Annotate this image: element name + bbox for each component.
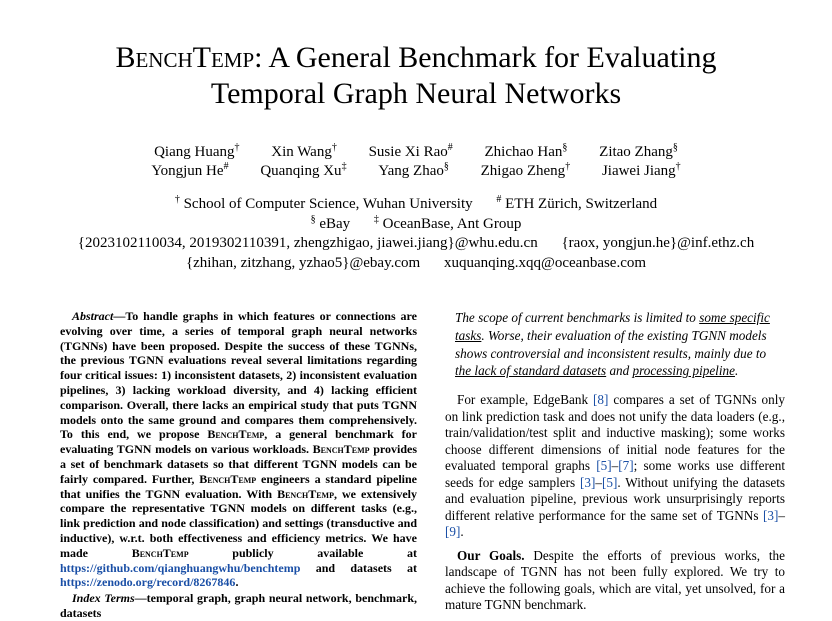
author: Susie Xi Rao# [368, 142, 453, 160]
author: Zhichao Han§ [484, 142, 568, 160]
author-row-1 [60, 143, 772, 162]
citation-7[interactable]: [7] [618, 458, 634, 474]
citation-3[interactable]: [3] [763, 507, 779, 523]
paragraph-our-goals: Our Goals. Despite the efforts of previous works, the landscape of TGNN has not been fully explored. We try to achieve the following goals, which are vital, yet unsolved, for a mature TGNN benchmark. [445, 547, 785, 613]
author: Jiawei Jiang† [601, 161, 681, 179]
affiliation-eth: # ETH Zürich, Switzerland [496, 194, 658, 212]
citation-3[interactable]: [3] [580, 474, 596, 490]
email-ebay: {zhihan, zitzhang, yzhao5}@ebay.com [185, 254, 421, 271]
citation-5[interactable]: [5] [602, 474, 618, 490]
citation-5[interactable]: [5] [596, 458, 612, 474]
email-oceanbase: xuquanqing.xqq@oceanbase.com [443, 254, 647, 271]
author: Zhigao Zheng† [480, 161, 571, 179]
citation-8[interactable]: [8] [593, 392, 609, 408]
abstract: Abstract—To handle graphs in which features or connections are evolving over time, a series of temporal graph neural networks (TGNNs) have been proposed. Despite the success of these TGNNs, the previous TGNN evaluations reveal several limitations regarding four critical issues: 1) inconsistent datasets, 2) inconsistent evaluation pipelines, 3) lacking workload diversity, and 4) lacking efficient comparison. Overall, there lacks an empirical study that puts TGNN models onto the same ground and compares them comprehensively. To this end, we propose BenchTemp, a general benchmark for evaluating TGNN models on various workloads. BenchTemp provides a set of benchmark datasets so that different TGNN models can be fairly compared. Further, BenchTemp engineers a standard pipeline that unifies the TGNN evaluation. With BenchTemp, we extensively compare the representative TGNN models on different tasks (e.g., link prediction and node classification) and settings (transductive and inductive), w.r.t. both effectiveness and efficiency metrics. We have made BenchTemp publicly available at https://github.com/qianghuangwhu/benchtemp and datasets at https://zenodo.org/record/8267846. [60, 309, 417, 590]
title-line2: Temporal Graph Neural Networks [210, 77, 622, 110]
author: Yongjun He# [151, 161, 229, 179]
right-column [445, 309, 785, 614]
author: Quanqing Xu‡ [260, 161, 347, 179]
author: Qiang Huang† [154, 142, 240, 160]
index-terms-label: Index Terms [72, 591, 135, 606]
affiliation-wuhan: † School of Computer Science, Wuhan University [174, 194, 473, 212]
dataset-link[interactable]: https://zenodo.org/record/8267846 [60, 575, 236, 590]
paragraph-edgebank: For example, EdgeBank [8] compares a set of TGNNs only on link prediction task and does not unify the data loaders (e.g., train/validation/test split and inductive masking); some works choose different dimensions of initial node features for the evaluated temporal graphs [5]–[7]; some works use different seeds for edge samplers [3]–[5]. Without unifying the datasets and evaluation pipeline, previous work unsurprisingly reports different relative performance for the same set of TGNNs [3]–[9]. [445, 392, 786, 540]
title-line1-rest: : A General Benchmark for Evaluating [254, 41, 717, 74]
abstract-label: Abstract [72, 309, 114, 323]
callout-statement: The scope of current benchmarks is limited to some specific tasks. Worse, their evaluation of the existing TGNN models shows controversial and inconsistent results, mainly due to the lack of standard datasets and processing pipeline. [455, 310, 770, 379]
author-list [60, 143, 772, 181]
affiliation-ebay: § eBay [310, 213, 351, 232]
author: Yang Zhao§ [378, 161, 449, 179]
email-eth: {raox, yongjun.he}@inf.ethz.ch [561, 235, 755, 251]
code-repo-link[interactable]: https://github.com/qianghuangwhu/benchtemp [60, 560, 301, 575]
paper-title [40, 40, 792, 112]
author: Xin Wang† [271, 142, 337, 160]
author: Zitao Zhang§ [599, 142, 678, 160]
affiliation-oceanbase: ‡ OceanBase, Ant Group [373, 213, 522, 232]
left-column [60, 309, 417, 621]
author-row-2 [60, 162, 772, 181]
index-terms: Index Terms—temporal graph, graph neural network, benchmark, datasets [60, 591, 417, 620]
affiliations [40, 195, 792, 273]
email-wuhan: {2023102110034, 2019302110391, zhengzhigao, jiawei.jiang}@whu.edu.cn [77, 235, 538, 251]
our-goals-heading: Our Goals. [457, 547, 525, 563]
title-benchtemp: BenchTemp [115, 41, 255, 74]
citation-9[interactable]: [9] [445, 524, 461, 540]
